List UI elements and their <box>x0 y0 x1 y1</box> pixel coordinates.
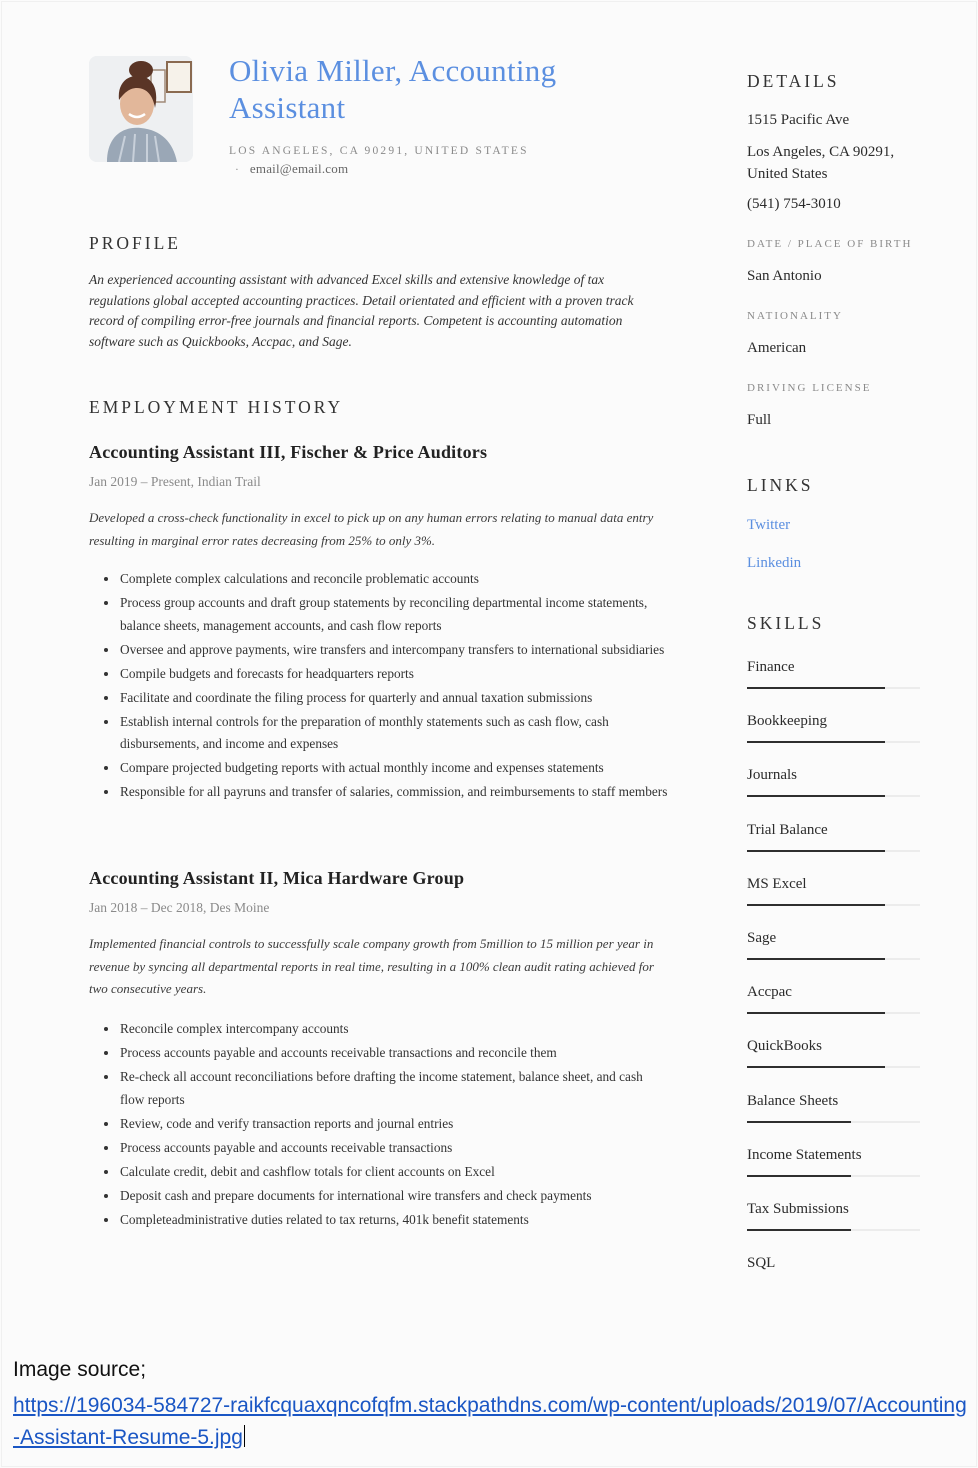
skill-level-track <box>747 1229 920 1231</box>
skill-label: MS Excel <box>747 875 807 892</box>
skill-label: Bookkeeping <box>747 713 827 730</box>
nationality-label: NATIONALITY <box>747 310 843 322</box>
skill-item <box>747 982 920 1016</box>
skill-label: Accpac <box>747 984 792 1001</box>
skill-level-track <box>747 1066 920 1068</box>
list-item: Compare projected budgeting reports with actual monthly income and expenses statements <box>89 757 669 780</box>
birth-label: DATE / PLACE OF BIRTH <box>747 238 913 250</box>
list-item: Deposit cash and prepare documents for international wire transfers and check payments <box>89 1185 669 1208</box>
twitter-link[interactable]: Twitter <box>747 517 791 533</box>
skill-label: Journals <box>747 767 797 784</box>
street-address: 1515 Pacific Ave <box>747 112 850 128</box>
list-item: Reconcile complex intercompany accounts <box>89 1018 669 1041</box>
skills-heading: SKILLS <box>747 613 825 633</box>
phone-number: (541) 754-3010 <box>747 196 841 212</box>
profile-photo <box>89 56 193 162</box>
skill-level-track <box>747 904 920 906</box>
skill-level-fill <box>747 850 885 852</box>
skill-item <box>747 765 920 799</box>
skill-level-fill <box>747 1229 851 1231</box>
linkedin-link[interactable]: Linkedin <box>747 555 802 571</box>
email-address[interactable]: email@email.com <box>249 161 349 176</box>
skill-level-fill <box>747 795 885 797</box>
list-item: Responsible for all payruns and transfer of salaries, commission, and reimbursements to staff members <box>89 781 669 804</box>
skill-item <box>747 820 920 854</box>
birth-value: San Antonio <box>747 268 822 284</box>
contact-line <box>229 143 529 179</box>
job-dates-location: Jan 2018 – Dec 2018, Des Moine <box>89 900 270 915</box>
list-item: Facilitate and coordinate the filing process for quarterly and annual taxation submissions <box>89 687 669 710</box>
skill-level-fill <box>747 1121 851 1123</box>
skill-level-fill <box>747 741 885 743</box>
skill-level-fill <box>747 1012 885 1014</box>
image-source-label: Image source; <box>13 1358 147 1381</box>
profile-summary: An experienced accounting assistant with advanced Excel skills and extensive knowledge of tax regulations global accepted accounting practices. Detail orientated and efficient with a proven track record of compiling error-free journals and financial reports. Competent is accounting automation software such as Quickbooks, Accpac, and Sage. <box>89 272 634 349</box>
job-description: Implemented financial controls to successfully scale company growth from 5million to 15 million per year in revenue by syncing all departmental reports in real time, resulting in a 100% clean audit rating achieved for two consecutive years. <box>89 936 654 996</box>
skill-level-fill <box>747 687 885 689</box>
list-item: Re-check all account reconciliations before drafting the income statement, balance sheet, and cash flow reports <box>89 1066 669 1111</box>
skill-label: Finance <box>747 659 795 675</box>
profile-heading: PROFILE <box>89 233 181 253</box>
skill-label: Balance Sheets <box>747 1092 839 1109</box>
skill-item <box>747 1091 920 1125</box>
skill-item <box>747 1199 920 1233</box>
skill-label: Sage <box>747 930 777 946</box>
list-item: Complete complex calculations and reconcile problematic accounts <box>89 568 669 591</box>
skill-level-fill <box>747 904 885 906</box>
skill-label: Tax Submissions <box>747 1201 849 1217</box>
job-bullet-list <box>89 568 669 805</box>
list-item: Calculate credit, debit and cashflow totals for client accounts on Excel <box>89 1161 669 1184</box>
list-item: Completeadministrative duties related to tax returns, 401k benefit statements <box>89 1209 669 1232</box>
license-label: DRIVING LICENSE <box>747 382 872 394</box>
skill-label: SQL <box>747 1255 776 1272</box>
details-heading: DETAILS <box>747 71 840 91</box>
employment-heading: EMPLOYMENT HISTORY <box>89 397 344 417</box>
job-description: Developed a cross-check functionality in excel to pick up on any human errors relating to manual data entry resulting in marginal error rates decreasing from 25% to only 3%. <box>89 510 654 548</box>
list-item: Process accounts payable and accounts receivable transactions <box>89 1137 669 1160</box>
list-item: Establish internal controls for the preparation of monthly statements such as cash flow, cash disbursements, and income and expenses <box>89 711 669 756</box>
job-dates-location: Jan 2019 – Present, Indian Trail <box>89 474 261 489</box>
list-item: Compile budgets and forecasts for headquarters reports <box>89 663 669 686</box>
list-item: Oversee and approve payments, wire transfers and intercompany transfers to international subsidiaries <box>89 639 669 662</box>
job-title: Accounting Assistant III, Fischer & Price Auditors <box>89 442 488 462</box>
skill-label: Trial Balance <box>747 821 828 838</box>
links-heading: LINKS <box>747 475 814 495</box>
skill-level-track <box>747 1012 920 1014</box>
candidate-name: Olivia Miller, Accounting Assistant <box>229 53 557 125</box>
list-item: Review, code and verify transaction reports and journal entries <box>89 1113 669 1136</box>
skill-item <box>747 1036 920 1070</box>
job-title: Accounting Assistant II, Mica Hardware Group <box>89 868 465 888</box>
skill-level-fill <box>747 1066 885 1068</box>
skill-label: QuickBooks <box>747 1038 822 1055</box>
skill-level-track <box>747 850 920 852</box>
skill-level-track <box>747 1121 920 1123</box>
image-source-link[interactable] <box>13 1390 973 1454</box>
address-line: LOS ANGELES, CA 90291, UNITED STATES <box>229 145 529 157</box>
skill-item <box>747 874 920 908</box>
city-address: Los Angeles, CA 90291, United States <box>747 144 895 182</box>
skill-item <box>747 657 920 691</box>
skill-level-track <box>747 795 920 797</box>
list-item: Process accounts payable and accounts receivable transactions and reconcile them <box>89 1042 669 1065</box>
image-source-url[interactable]: https://196034-584727-raikfcquaxqncofqfm.stackpathdns.com/wp-content/uploads/2019/07/Accounting-Assistant-Resume-5.jpg <box>13 1394 967 1449</box>
person-photo-icon <box>89 56 193 162</box>
skill-level-fill <box>747 958 885 960</box>
skill-item <box>747 1253 920 1287</box>
skill-item <box>747 711 920 745</box>
skill-level-track <box>747 687 920 689</box>
list-item: Process group accounts and draft group statements by reconciling departmental income statements, balance sheets, management accounts, and cash flow reports <box>89 592 669 637</box>
skill-item <box>747 1145 920 1179</box>
license-value: Full <box>747 412 772 428</box>
nationality-value: American <box>747 340 807 356</box>
skill-level-fill <box>747 1175 851 1177</box>
skill-level-track <box>747 741 920 743</box>
skill-item <box>747 928 920 962</box>
job-bullet-list <box>89 1018 669 1233</box>
skill-level-track <box>747 958 920 960</box>
text-cursor <box>244 1425 245 1447</box>
skill-label: Income Statements <box>747 1146 862 1163</box>
separator-dot: · <box>235 164 239 176</box>
skill-level-track <box>747 1175 920 1177</box>
